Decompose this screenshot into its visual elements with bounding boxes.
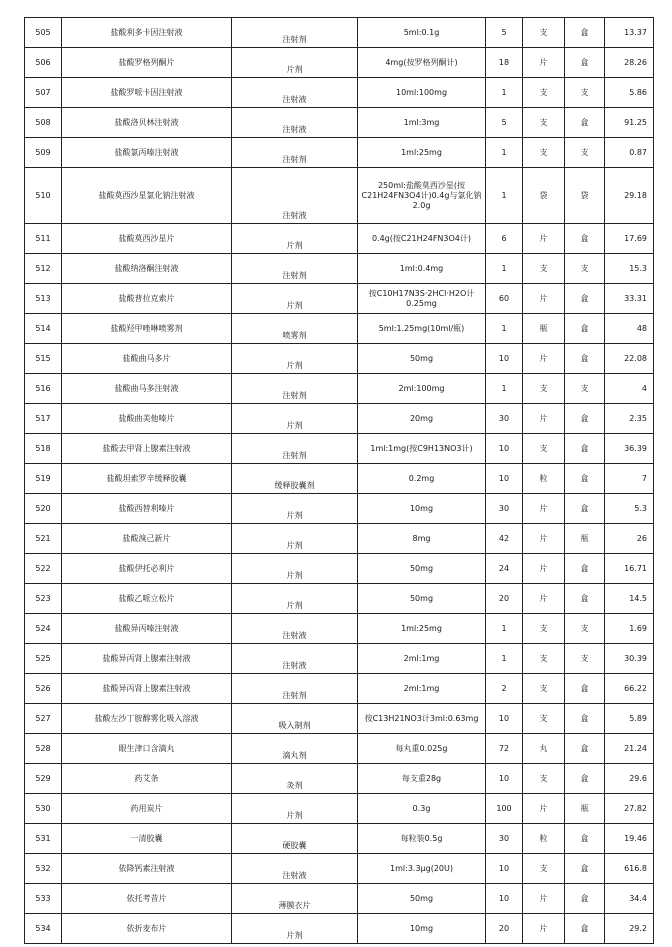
specification-cell: 每粒装0.5g — [358, 824, 486, 854]
table-row — [25, 108, 654, 138]
package-unit-cell: 盒 — [565, 404, 605, 434]
dosage-form-cell: 片剂 — [232, 494, 358, 524]
dosage-form-cell: 片剂 — [232, 224, 358, 254]
package-unit-cell: 盒 — [565, 824, 605, 854]
specification-cell: 8mg — [358, 524, 486, 554]
price-cell: 17.69 — [605, 224, 654, 254]
table-row — [25, 494, 654, 524]
row-number-cell: 513 — [25, 284, 62, 314]
drug-name-cell: 药用炭片 — [62, 794, 232, 824]
row-number-cell: 526 — [25, 674, 62, 704]
package-unit-cell: 盒 — [565, 734, 605, 764]
specification-cell: 按C13H21NO3计3ml:0.63mg — [358, 704, 486, 734]
quantity-cell: 1 — [486, 78, 523, 108]
table-row — [25, 554, 654, 584]
unit-cell: 丸 — [523, 734, 565, 764]
drug-name-cell: 盐酸纳洛酮注射液 — [62, 254, 232, 284]
package-unit-cell: 盒 — [565, 18, 605, 48]
drug-name-cell: 眼生津口含滴丸 — [62, 734, 232, 764]
table-row — [25, 614, 654, 644]
package-unit-cell: 盒 — [565, 344, 605, 374]
unit-cell: 支 — [523, 764, 565, 794]
table-row — [25, 314, 654, 344]
unit-cell: 片 — [523, 794, 565, 824]
row-number-cell: 528 — [25, 734, 62, 764]
specification-cell: 2ml:1mg — [358, 674, 486, 704]
specification-cell: 每丸重0.025g — [358, 734, 486, 764]
package-unit-cell: 瓶 — [565, 794, 605, 824]
unit-cell: 支 — [523, 254, 565, 284]
price-cell: 1.69 — [605, 614, 654, 644]
price-cell: 7 — [605, 464, 654, 494]
unit-cell: 片 — [523, 554, 565, 584]
drug-name-cell: 依托考昔片 — [62, 884, 232, 914]
row-number-cell: 521 — [25, 524, 62, 554]
price-cell: 19.46 — [605, 824, 654, 854]
price-cell: 22.08 — [605, 344, 654, 374]
package-unit-cell: 盒 — [565, 48, 605, 78]
package-unit-cell: 盒 — [565, 704, 605, 734]
drug-name-cell: 盐酸西替利嗪片 — [62, 494, 232, 524]
quantity-cell: 10 — [486, 764, 523, 794]
package-unit-cell: 支 — [565, 78, 605, 108]
quantity-cell: 5 — [486, 18, 523, 48]
quantity-cell: 6 — [486, 224, 523, 254]
unit-cell: 支 — [523, 108, 565, 138]
table-row — [25, 344, 654, 374]
drug-name-cell: 盐酸利多卡因注射液 — [62, 18, 232, 48]
package-unit-cell: 袋 — [565, 168, 605, 224]
drug-name-cell: 依降钙素注射液 — [62, 854, 232, 884]
table-row — [25, 584, 654, 614]
unit-cell: 支 — [523, 434, 565, 464]
package-unit-cell: 盒 — [565, 108, 605, 138]
unit-cell: 片 — [523, 884, 565, 914]
dosage-form-cell: 片剂 — [232, 914, 358, 944]
package-unit-cell: 盒 — [565, 314, 605, 344]
price-cell: 14.5 — [605, 584, 654, 614]
table-row — [25, 374, 654, 404]
price-cell: 29.2 — [605, 914, 654, 944]
price-cell: 28.26 — [605, 48, 654, 78]
unit-cell: 片 — [523, 524, 565, 554]
package-unit-cell: 瓶 — [565, 524, 605, 554]
quantity-cell: 5 — [486, 108, 523, 138]
price-cell: 29.18 — [605, 168, 654, 224]
row-number-cell: 532 — [25, 854, 62, 884]
quantity-cell: 1 — [486, 374, 523, 404]
dosage-form-cell: 吸入制剂 — [232, 704, 358, 734]
specification-cell: 按C10H17N3S·2HCl·H2O计0.25mg — [358, 284, 486, 314]
package-unit-cell: 盒 — [565, 464, 605, 494]
specification-cell: 50mg — [358, 344, 486, 374]
row-number-cell: 534 — [25, 914, 62, 944]
specification-cell: 20mg — [358, 404, 486, 434]
row-number-cell: 508 — [25, 108, 62, 138]
table-row — [25, 824, 654, 854]
dosage-form-cell: 片剂 — [232, 284, 358, 314]
dosage-form-cell: 注射液 — [232, 644, 358, 674]
drug-name-cell: 盐酸普拉克索片 — [62, 284, 232, 314]
table-row — [25, 674, 654, 704]
drug-name-cell: 盐酸莫西沙星氯化钠注射液 — [62, 168, 232, 224]
dosage-form-cell: 注射液 — [232, 168, 358, 224]
package-unit-cell: 盒 — [565, 224, 605, 254]
row-number-cell: 519 — [25, 464, 62, 494]
drug-name-cell: 盐酸左沙丁胺醇雾化吸入溶液 — [62, 704, 232, 734]
drug-name-cell: 盐酸异丙肾上腺素注射液 — [62, 674, 232, 704]
table-body — [25, 18, 654, 944]
unit-cell: 支 — [523, 704, 565, 734]
price-cell: 26 — [605, 524, 654, 554]
price-cell: 4 — [605, 374, 654, 404]
specification-cell: 2ml:100mg — [358, 374, 486, 404]
quantity-cell: 20 — [486, 584, 523, 614]
row-number-cell: 520 — [25, 494, 62, 524]
unit-cell: 袋 — [523, 168, 565, 224]
drug-name-cell: 盐酸去甲肾上腺素注射液 — [62, 434, 232, 464]
price-cell: 33.31 — [605, 284, 654, 314]
table-row — [25, 524, 654, 554]
quantity-cell: 10 — [486, 854, 523, 884]
dosage-form-cell: 注射剂 — [232, 434, 358, 464]
quantity-cell: 1 — [486, 168, 523, 224]
dosage-form-cell: 缓释胶囊剂 — [232, 464, 358, 494]
drug-name-cell: 盐酸氯丙嗪注射液 — [62, 138, 232, 168]
dosage-form-cell: 滴丸剂 — [232, 734, 358, 764]
row-number-cell: 514 — [25, 314, 62, 344]
package-unit-cell: 盒 — [565, 764, 605, 794]
quantity-cell: 1 — [486, 644, 523, 674]
specification-cell: 4mg(按罗格列酮计) — [358, 48, 486, 78]
row-number-cell: 507 — [25, 78, 62, 108]
quantity-cell: 10 — [486, 434, 523, 464]
unit-cell: 瓶 — [523, 314, 565, 344]
unit-cell: 支 — [523, 18, 565, 48]
row-number-cell: 517 — [25, 404, 62, 434]
specification-cell: 10mg — [358, 494, 486, 524]
row-number-cell: 515 — [25, 344, 62, 374]
unit-cell: 片 — [523, 494, 565, 524]
price-cell: 616.8 — [605, 854, 654, 884]
drug-name-cell: 盐酸曲美他嗪片 — [62, 404, 232, 434]
dosage-form-cell: 注射剂 — [232, 254, 358, 284]
dosage-form-cell: 注射剂 — [232, 18, 358, 48]
package-unit-cell: 盒 — [565, 914, 605, 944]
quantity-cell: 24 — [486, 554, 523, 584]
dosage-form-cell: 注射剂 — [232, 138, 358, 168]
price-cell: 36.39 — [605, 434, 654, 464]
table-row — [25, 168, 654, 224]
specification-cell: 10mg — [358, 914, 486, 944]
unit-cell: 粒 — [523, 464, 565, 494]
price-cell: 15.3 — [605, 254, 654, 284]
table-row — [25, 404, 654, 434]
dosage-form-cell: 注射液 — [232, 614, 358, 644]
price-cell: 13.37 — [605, 18, 654, 48]
price-cell: 27.82 — [605, 794, 654, 824]
drug-name-cell: 依折麦布片 — [62, 914, 232, 944]
unit-cell: 片 — [523, 224, 565, 254]
drug-name-cell: 盐酸莫西沙星片 — [62, 224, 232, 254]
specification-cell: 1ml:1mg(按C9H13NO3计) — [358, 434, 486, 464]
dosage-form-cell: 片剂 — [232, 344, 358, 374]
row-number-cell: 524 — [25, 614, 62, 644]
row-number-cell: 510 — [25, 168, 62, 224]
drug-name-cell: 药艾条 — [62, 764, 232, 794]
table-row — [25, 434, 654, 464]
table-row — [25, 914, 654, 944]
drug-name-cell: 盐酸异丙嗪注射液 — [62, 614, 232, 644]
drug-name-cell: 盐酸异丙肾上腺素注射液 — [62, 644, 232, 674]
table-row — [25, 794, 654, 824]
unit-cell: 支 — [523, 614, 565, 644]
dosage-form-cell: 注射剂 — [232, 674, 358, 704]
table-row — [25, 704, 654, 734]
dosage-form-cell: 喷雾剂 — [232, 314, 358, 344]
dosage-form-cell: 注射液 — [232, 78, 358, 108]
drug-name-cell: 盐酸洛贝林注射液 — [62, 108, 232, 138]
specification-cell: 1ml:0.4mg — [358, 254, 486, 284]
unit-cell: 片 — [523, 914, 565, 944]
row-number-cell: 512 — [25, 254, 62, 284]
drug-name-cell: 盐酸罗哌卡因注射液 — [62, 78, 232, 108]
dosage-form-cell: 片剂 — [232, 524, 358, 554]
package-unit-cell: 盒 — [565, 554, 605, 584]
specification-cell: 10ml:100mg — [358, 78, 486, 108]
row-number-cell: 511 — [25, 224, 62, 254]
drug-name-cell: 盐酸曲马多片 — [62, 344, 232, 374]
table-row — [25, 464, 654, 494]
price-cell: 91.25 — [605, 108, 654, 138]
specification-cell: 1ml:3.3μg(20U) — [358, 854, 486, 884]
drug-name-cell: 一清胶囊 — [62, 824, 232, 854]
dosage-form-cell: 片剂 — [232, 794, 358, 824]
price-cell: 29.6 — [605, 764, 654, 794]
dosage-form-cell: 片剂 — [232, 48, 358, 78]
unit-cell: 支 — [523, 78, 565, 108]
dosage-form-cell: 片剂 — [232, 554, 358, 584]
dosage-form-cell: 薄膜衣片 — [232, 884, 358, 914]
dosage-form-cell: 灸剂 — [232, 764, 358, 794]
unit-cell: 片 — [523, 584, 565, 614]
package-unit-cell: 盒 — [565, 884, 605, 914]
package-unit-cell: 盒 — [565, 494, 605, 524]
table-row — [25, 854, 654, 884]
quantity-cell: 10 — [486, 704, 523, 734]
unit-cell: 片 — [523, 404, 565, 434]
drug-name-cell: 盐酸羟甲唑啉喷雾剂 — [62, 314, 232, 344]
price-cell: 5.86 — [605, 78, 654, 108]
unit-cell: 片 — [523, 344, 565, 374]
price-cell: 16.71 — [605, 554, 654, 584]
drug-name-cell: 盐酸乙哌立松片 — [62, 584, 232, 614]
dosage-form-cell: 硬胶囊 — [232, 824, 358, 854]
unit-cell: 支 — [523, 644, 565, 674]
table-row — [25, 254, 654, 284]
row-number-cell: 506 — [25, 48, 62, 78]
row-number-cell: 533 — [25, 884, 62, 914]
quantity-cell: 18 — [486, 48, 523, 78]
unit-cell: 粒 — [523, 824, 565, 854]
drug-name-cell: 盐酸罗格列酮片 — [62, 48, 232, 78]
price-cell: 2.35 — [605, 404, 654, 434]
specification-cell: 250ml:盐酸莫西沙星(按C21H24FN3O4计)0.4g与氯化钠2.0g — [358, 168, 486, 224]
table-row — [25, 78, 654, 108]
unit-cell: 支 — [523, 674, 565, 704]
specification-cell: 1ml:25mg — [358, 614, 486, 644]
quantity-cell: 1 — [486, 314, 523, 344]
specification-cell: 0.2mg — [358, 464, 486, 494]
row-number-cell: 527 — [25, 704, 62, 734]
quantity-cell: 10 — [486, 344, 523, 374]
unit-cell: 支 — [523, 374, 565, 404]
drug-name-cell: 盐酸伊托必利片 — [62, 554, 232, 584]
price-cell: 5.89 — [605, 704, 654, 734]
table-row — [25, 224, 654, 254]
specification-cell: 0.3g — [358, 794, 486, 824]
price-cell: 30.39 — [605, 644, 654, 674]
dosage-form-cell: 片剂 — [232, 584, 358, 614]
quantity-cell: 30 — [486, 404, 523, 434]
price-cell: 21.24 — [605, 734, 654, 764]
package-unit-cell: 盒 — [565, 284, 605, 314]
table-row — [25, 644, 654, 674]
row-number-cell: 509 — [25, 138, 62, 168]
table-row — [25, 734, 654, 764]
unit-cell: 支 — [523, 138, 565, 168]
row-number-cell: 529 — [25, 764, 62, 794]
specification-cell: 50mg — [358, 554, 486, 584]
table-row — [25, 48, 654, 78]
specification-cell: 50mg — [358, 884, 486, 914]
dosage-form-cell: 片剂 — [232, 404, 358, 434]
row-number-cell: 531 — [25, 824, 62, 854]
unit-cell: 片 — [523, 284, 565, 314]
quantity-cell: 30 — [486, 824, 523, 854]
row-number-cell: 523 — [25, 584, 62, 614]
quantity-cell: 60 — [486, 284, 523, 314]
quantity-cell: 20 — [486, 914, 523, 944]
unit-cell: 支 — [523, 854, 565, 884]
row-number-cell: 505 — [25, 18, 62, 48]
row-number-cell: 522 — [25, 554, 62, 584]
price-cell: 66.22 — [605, 674, 654, 704]
row-number-cell: 530 — [25, 794, 62, 824]
specification-cell: 每支重28g — [358, 764, 486, 794]
package-unit-cell: 盒 — [565, 674, 605, 704]
drug-name-cell: 盐酸坦索罗辛缓释胶囊 — [62, 464, 232, 494]
row-number-cell: 516 — [25, 374, 62, 404]
table-row — [25, 884, 654, 914]
specification-cell: 0.4g(按C21H24FN3O4计) — [358, 224, 486, 254]
dosage-form-cell: 注射液 — [232, 108, 358, 138]
quantity-cell: 100 — [486, 794, 523, 824]
quantity-cell: 1 — [486, 614, 523, 644]
package-unit-cell: 盒 — [565, 434, 605, 464]
drug-name-cell: 盐酸溴己新片 — [62, 524, 232, 554]
row-number-cell: 518 — [25, 434, 62, 464]
row-number-cell: 525 — [25, 644, 62, 674]
unit-cell: 片 — [523, 48, 565, 78]
package-unit-cell: 盒 — [565, 584, 605, 614]
dosage-form-cell: 注射液 — [232, 854, 358, 884]
table-row — [25, 18, 654, 48]
price-cell: 48 — [605, 314, 654, 344]
dosage-form-cell: 注射剂 — [232, 374, 358, 404]
package-unit-cell: 支 — [565, 614, 605, 644]
quantity-cell: 1 — [486, 254, 523, 284]
drug-name-cell: 盐酸曲马多注射液 — [62, 374, 232, 404]
quantity-cell: 1 — [486, 138, 523, 168]
quantity-cell: 30 — [486, 494, 523, 524]
package-unit-cell: 支 — [565, 138, 605, 168]
quantity-cell: 42 — [486, 524, 523, 554]
specification-cell: 1ml:25mg — [358, 138, 486, 168]
specification-cell: 5ml:0.1g — [358, 18, 486, 48]
quantity-cell: 72 — [486, 734, 523, 764]
quantity-cell: 10 — [486, 884, 523, 914]
quantity-cell: 10 — [486, 464, 523, 494]
package-unit-cell: 支 — [565, 374, 605, 404]
drug-price-table — [24, 17, 654, 944]
specification-cell: 1ml:3mg — [358, 108, 486, 138]
table-row — [25, 138, 654, 168]
table-row — [25, 764, 654, 794]
table-row — [25, 284, 654, 314]
price-cell: 5.3 — [605, 494, 654, 524]
specification-cell: 2ml:1mg — [358, 644, 486, 674]
specification-cell: 5ml:1.25mg(10ml/瓶) — [358, 314, 486, 344]
package-unit-cell: 支 — [565, 254, 605, 284]
quantity-cell: 2 — [486, 674, 523, 704]
package-unit-cell: 支 — [565, 644, 605, 674]
specification-cell: 50mg — [358, 584, 486, 614]
package-unit-cell: 盒 — [565, 854, 605, 884]
price-cell: 34.4 — [605, 884, 654, 914]
price-cell: 0.87 — [605, 138, 654, 168]
